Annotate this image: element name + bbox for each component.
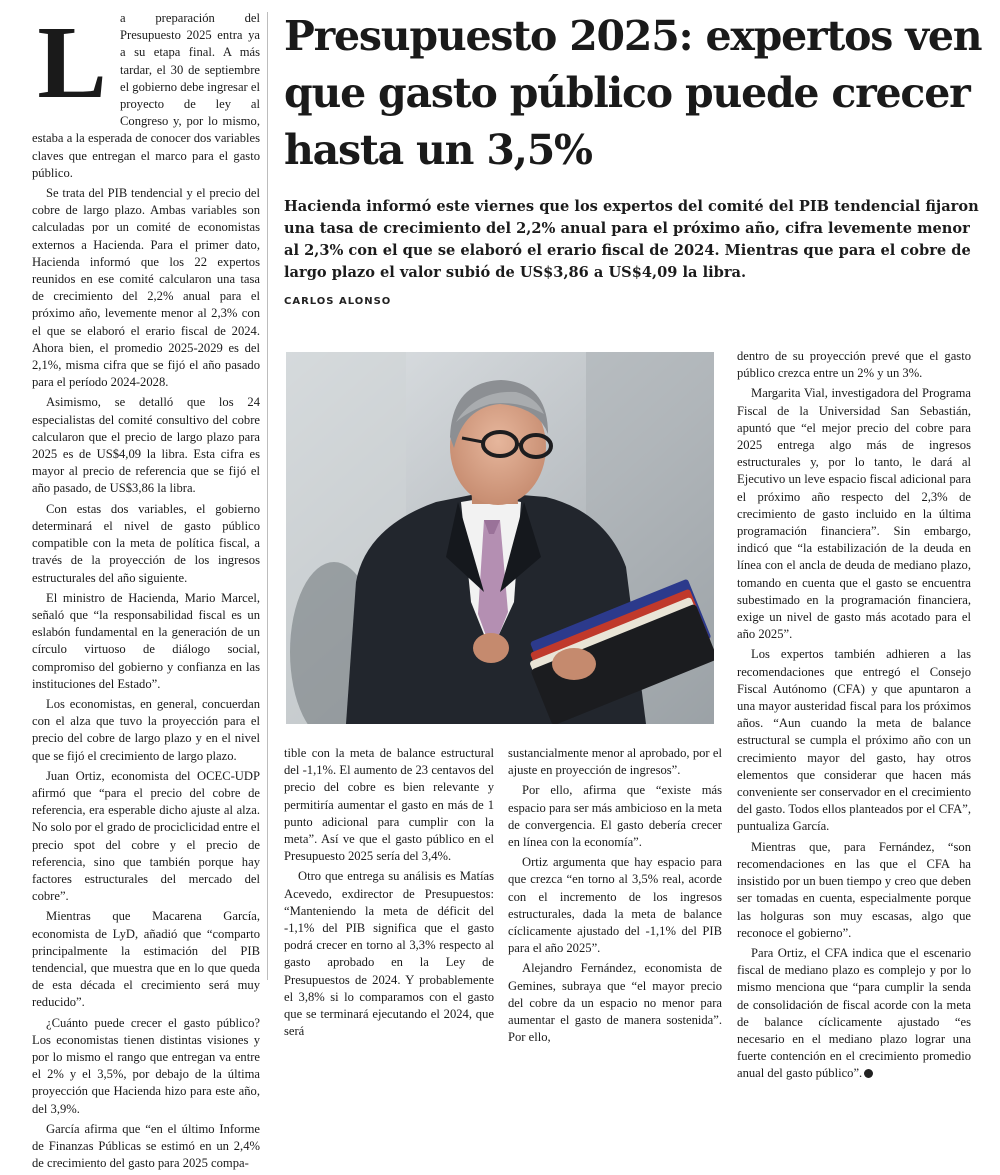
paragraph: Se trata del PIB tendencial y el precio del cobre de largo plazo. Ambas variables son calculadas por un comité de economistas externos a Hacienda. Para el primer dato, Hacienda informó que los 22 expertos reunidos en ese comité calcularon una tasa de crecimiento del 2,2% anual para el próximo año, levemente menor al 2,3% con el que se elaboró el erario fiscal de 2024. Ahora bien, el promedio 2025-2029 es del 2,1%, misma cifra que se fijó el año pasado para el período 2024-2028. (32, 186, 260, 390)
paragraph: tible con la meta de balance estructural del -1,1%. El aumento de 23 centavos del precio del cobre es bien relevante y permitiría aumentar el gasto en más de 1 punto adicional para cumplir con la meta”. Así ve que el gasto público en el Presupuesto 2025 sería del 3,4%. (284, 746, 494, 864)
paragraph: dentro de su proyección prevé que el gasto público crezca entre un 2% y un 3%. (737, 349, 971, 381)
paragraph: El ministro de Hacienda, Mario Marcel, señaló que “la responsabilidad fiscal es un eslabón fundamental en la generación de un círculo virtuoso de diálogo social, compromiso del gobierno y confianza en las instituciones del Estado”. (32, 590, 260, 691)
paragraph: ¿Cuánto puede crecer el gasto público? Los economistas tienen distintas visiones y por lo mismo el rango que entregan va entre el 2% y el 3,5%, por debajo de la última proyección que Hacienda hizo para este año, del 3,9%. (32, 1015, 260, 1116)
paragraph: Margarita Vial, investigadora del Programa Fiscal de la Universidad San Sebastián, apuntó que “el mejor precio del cobre para 2025 entrega algo más de ingresos estructurales y, por lo tanto, le dará al Ejecutivo un leve espacio fiscal adicional para el próximo año respecto del 2,3% de crecimiento de gasto incluido en la última programación financiera”. Sin embargo, indicó que “la estabilización de la deuda en línea con el ancla de deuda de mediano plazo, tomando en cuenta que el gasto se encuentra subestimado en la programación financiera, exige un nivel de gasto más acotado para el año 2025”. (737, 386, 971, 642)
paragraph: a preparación del Presupuesto 2025 entra ya a su etapa final. A más tardar, el 30 de septiembre el gobierno debe ingresar el proyecto de ley al Congreso y, por lo mismo, estaba a la esperada de conocer dos variables claves que entregan el marco para el gasto público. (32, 11, 260, 180)
headline: Presupuesto 2025: expertos ven que gasto público puede crecer hasta un 3,5% (284, 12, 982, 174)
byline: CARLOS ALONSO (284, 296, 392, 307)
middle-column-2 (508, 745, 722, 1049)
paragraph: sustancialmente menor al aprobado, por el ajuste en proyección de ingresos”. (508, 746, 722, 778)
paragraph: Los expertos también adhieren a las recomendaciones que entregó el Consejo Fiscal Autónomo (CFA) y que apuntaron a una mayor austeridad fiscal para los próximos años. “Aun cuando la meta de balance estructural se cumpla el próximo año con un crecimiento mayor del gasto, hay otros elementos que considerar que hacen más conveniente ser conservador en el crecimiento del gasto. Todos ellos planteados por el CFA”, puntualiza García. (737, 647, 971, 834)
paragraph: Mientras que Macarena García, economista de LyD, añadió que “comparto principalmente la estimación del PIB tendencial, que muestra que en lo que queda de esta década el crecimiento será muy reducido”. (32, 909, 260, 1010)
paragraph: Con estas dos variables, el gobierno determinará el nivel de gasto público compatible con la meta de política fiscal, a través de la proyección de los ingresos estructurales del año siguiente. (32, 501, 260, 585)
paragraph: Alejandro Fernández, economista de Gemines, subraya que “el mayor precio del cobre da un espacio no menor para aumentar el gasto de manera sostenida”. Por ello, (508, 961, 722, 1045)
photo-illustration (286, 352, 714, 724)
paragraph (737, 945, 971, 1083)
paragraph: García afirma que “en el último Informe de Finanzas Públicas se estimó en un 2,4% de crecimiento del gasto para 2025 compa- (32, 1121, 260, 1171)
left-column (32, 5, 261, 1175)
paragraph: Otro que entrega su análisis es Matías Acevedo, exdirector de Presupuestos: “Manteniendo la meta de déficit del -1,1% del PIB significa que el gasto podrá crecer en torno al 3,3% respecto al gasto aprobado en la Ley de Presupuestos de 2024. Y probablemente el 3,8% si lo comparamos con el gasto que se terminará ejecutando el 2024, que será (284, 869, 494, 1039)
paragraph: Mientras que, para Fernández, “son recomendaciones en las que el CFA ha insistido por un buen tiempo y creo que deben ser tomadas en cuenta, especialmente porque las holguras son muy escasas, algo que reconoce el gobierno”. (737, 839, 971, 940)
lead-paragraph: Hacienda informó este viernes que los expertos del comité del PIB tendencial fijaron una tasa de crecimiento del 2,2% anual para el próximo año, cifra levemente menor al 2,3% con el que se elaboró el erario fiscal de 2024. Mientras que para el cobre de largo plazo el valor subió de US$3,86 a US$4,09 la libra. (284, 198, 979, 281)
end-of-article-icon (864, 1069, 873, 1078)
dropcap: L (37, 5, 107, 120)
man-in-suit-holding-folders-photo (286, 352, 714, 724)
paragraph-text: Para Ortiz, el CFA indica que el escenario fiscal de mediano plazo es complejo y por lo mismo menciona que “para cumplir la senda de consolidación de fiscal acorde con la meta de balance cíclicamente ajustado “es necesario en el mediano plazo lograr una fuerte contención en el crecimiento promedio anual del gasto público”. (737, 945, 971, 1081)
paragraph: Los economistas, en general, concuerdan con el alza que tuvo la proyección para el precio del cobre de largo plazo y en el nivel que se fijó el crecimiento de largo plazo. (32, 696, 260, 763)
paragraph: Asimismo, se detalló que los 24 especialistas del comité consultivo del cobre calcularon que el precio de largo plazo para 2025 es de US$4,09 la libra. Esta cifra es mayor al precio de referencia que se fijó el año pasado, de US$3,86 la libra. (32, 395, 260, 496)
column-divider (267, 12, 268, 980)
middle-column-1 (284, 745, 494, 1043)
paragraph: Ortiz argumenta que hay espacio para que crezca “en torno al 3,5% real, acorde con el incremento de los ingresos estructurales, dada la meta de balance cíclicamente ajustado del -1,1% del PIB para el año 2025”. (508, 855, 722, 956)
paragraph: Juan Ortiz, economista del OCEC-UDP afirmó que “para el precio del cobre de referencia, era esperable dicho ajuste al alza. No solo por el grado de prociclicidad entre el precio spot del cobre y el precio de referencia, sino que también porque hay factores estructurales del mercado del cobre”. (32, 768, 261, 904)
paragraph: Por ello, afirma que “existe más espacio para ser más ambicioso en la meta de convergencia. El gasto debería crecer en línea con la economía”. (508, 783, 722, 850)
right-column (737, 348, 971, 1086)
